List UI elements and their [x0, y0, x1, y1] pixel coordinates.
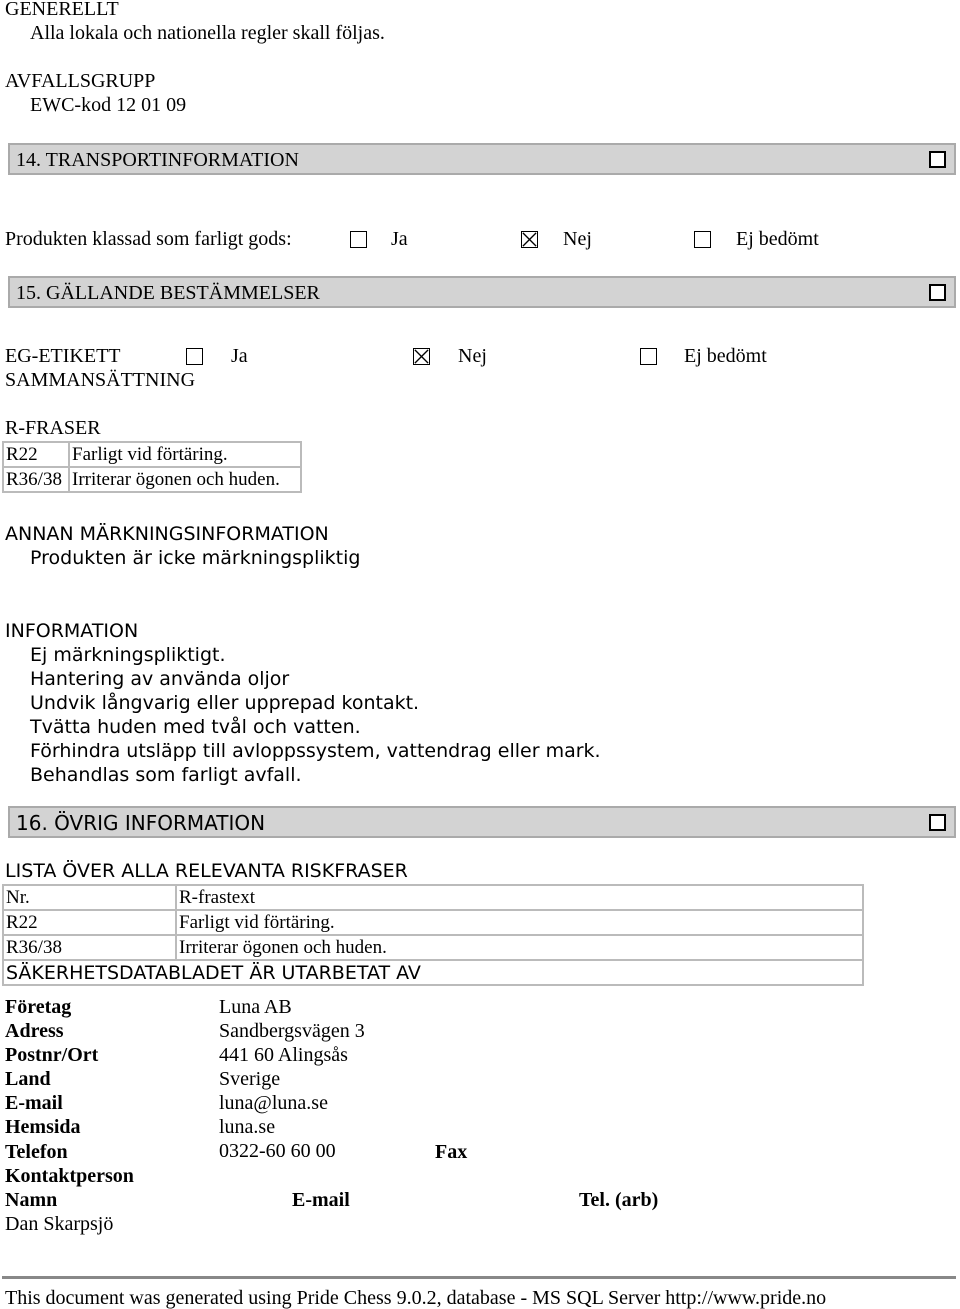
telefon-label: Telefon: [5, 1141, 68, 1163]
section-15-header: [8, 276, 956, 308]
eg-ja-label: Ja: [231, 345, 248, 367]
annan-title: ANNAN MÄRKNINGSINFORMATION: [5, 523, 329, 545]
kontakt-namn-value: Dan Skarpsjö: [5, 1213, 114, 1235]
section-14-title: 14. TRANSPORTINFORMATION: [16, 149, 299, 171]
table-row: [3, 910, 863, 935]
information-title: INFORMATION: [5, 620, 139, 642]
r-code: R22: [3, 442, 69, 467]
section-16-checkbox[interactable]: [929, 814, 946, 831]
table-row: [3, 960, 863, 985]
transport-ej-checkbox[interactable]: [694, 231, 711, 248]
namn-label: Namn: [5, 1189, 58, 1211]
foretag-label: Företag: [5, 996, 72, 1018]
hemsida-value[interactable]: luna.se: [219, 1116, 276, 1138]
adress-value: Sandbergsvägen 3: [219, 1020, 365, 1042]
r-text: Irriterar ögonen och huden.: [69, 467, 301, 492]
r-text: Irriterar ögonen och huden.: [176, 935, 863, 960]
adress-label: Adress: [5, 1020, 64, 1042]
footer-divider: [2, 1276, 956, 1279]
ewc-code: EWC-kod 12 01 09: [30, 94, 187, 116]
r-code: R36/38: [3, 935, 176, 960]
section-15-title: 15. GÄLLANDE BESTÄMMELSER: [16, 282, 320, 304]
information-line: Hantering av använda oljor: [30, 668, 290, 690]
column-header-r-frastext: R-frastext: [176, 885, 863, 910]
postnr-value: 441 60 Alingsås: [219, 1044, 348, 1066]
fax-label: Fax: [435, 1141, 468, 1163]
eg-etikett-label: EG-ETIKETT: [5, 345, 121, 367]
r-fraser-table: [2, 441, 302, 493]
lista-title: LISTA ÖVER ALLA RELEVANTA RISKFRASER: [5, 860, 408, 882]
section-14-header: [8, 143, 956, 175]
check-cross-icon: [414, 349, 429, 364]
check-cross-icon: [522, 232, 537, 247]
kontakt-email-label: E-mail: [292, 1189, 350, 1211]
information-line: Tvätta huden med tvål och vatten.: [30, 716, 361, 738]
land-value: Sverige: [219, 1068, 281, 1090]
postnr-label: Postnr/Ort: [5, 1044, 99, 1066]
eg-ej-checkbox[interactable]: [640, 348, 657, 365]
footer-text: This document was generated using Pride Chess 9.0.2, database - MS SQL Server http://www.pride.no: [5, 1287, 827, 1309]
information-line: Behandlas som farligt avfall.: [30, 764, 302, 786]
telefon-value: 0322-60 60 00: [219, 1140, 336, 1162]
transport-label: Produkten klassad som farligt gods:: [5, 228, 292, 250]
section-16-header: [8, 806, 956, 838]
information-line: Förhindra utsläpp till avloppssystem, vattendrag eller mark.: [30, 740, 601, 762]
utarbetat-title: SÄKERHETSDATABLADET ÄR UTARBETAT AV: [3, 960, 863, 985]
transport-nej-label: Nej: [563, 228, 592, 250]
r-text: Farligt vid förtäring.: [176, 910, 863, 935]
table-header-row: [3, 885, 863, 910]
riskfraser-table: [2, 884, 864, 986]
eg-ja-checkbox[interactable]: [186, 348, 203, 365]
column-header-nr: Nr.: [3, 885, 176, 910]
transport-ej-label: Ej bedömt: [736, 228, 819, 250]
r-fraser-title: R-FRASER: [5, 417, 101, 439]
information-line: Undvik långvarig eller upprepad kontakt.: [30, 692, 420, 714]
hemsida-label: Hemsida: [5, 1116, 81, 1138]
generellt-title: GENERELLT: [5, 0, 119, 20]
sammansattning-label: SAMMANSÄTTNING: [5, 369, 196, 391]
r-code: R22: [3, 910, 176, 935]
section-15-checkbox[interactable]: [929, 284, 946, 301]
email-label: E-mail: [5, 1092, 63, 1114]
eg-ej-label: Ej bedömt: [684, 345, 767, 367]
generellt-text: Alla lokala och nationella regler skall följas.: [30, 22, 385, 44]
table-row: [3, 467, 301, 492]
section-16-title: 16. ÖVRIG INFORMATION: [16, 811, 266, 835]
annan-text: Produkten är icke märkningspliktig: [30, 547, 361, 569]
table-row: [3, 442, 301, 467]
land-label: Land: [5, 1068, 51, 1090]
kontaktperson-label: Kontaktperson: [5, 1165, 134, 1187]
information-line: Ej märkningspliktigt.: [30, 644, 226, 666]
r-text: Farligt vid förtäring.: [69, 442, 301, 467]
eg-nej-checkbox[interactable]: [413, 348, 430, 365]
avfallsgrupp-title: AVFALLSGRUPP: [5, 70, 156, 92]
tel-arb-label: Tel. (arb): [579, 1189, 659, 1211]
transport-ja-label: Ja: [391, 228, 408, 250]
eg-nej-label: Nej: [458, 345, 487, 367]
transport-nej-checkbox[interactable]: [521, 231, 538, 248]
transport-ja-checkbox[interactable]: [350, 231, 367, 248]
section-14-checkbox[interactable]: [929, 151, 946, 168]
foretag-value: Luna AB: [219, 996, 292, 1018]
email-value[interactable]: luna@luna.se: [219, 1092, 328, 1114]
r-code: R36/38: [3, 467, 69, 492]
table-row: [3, 935, 863, 960]
